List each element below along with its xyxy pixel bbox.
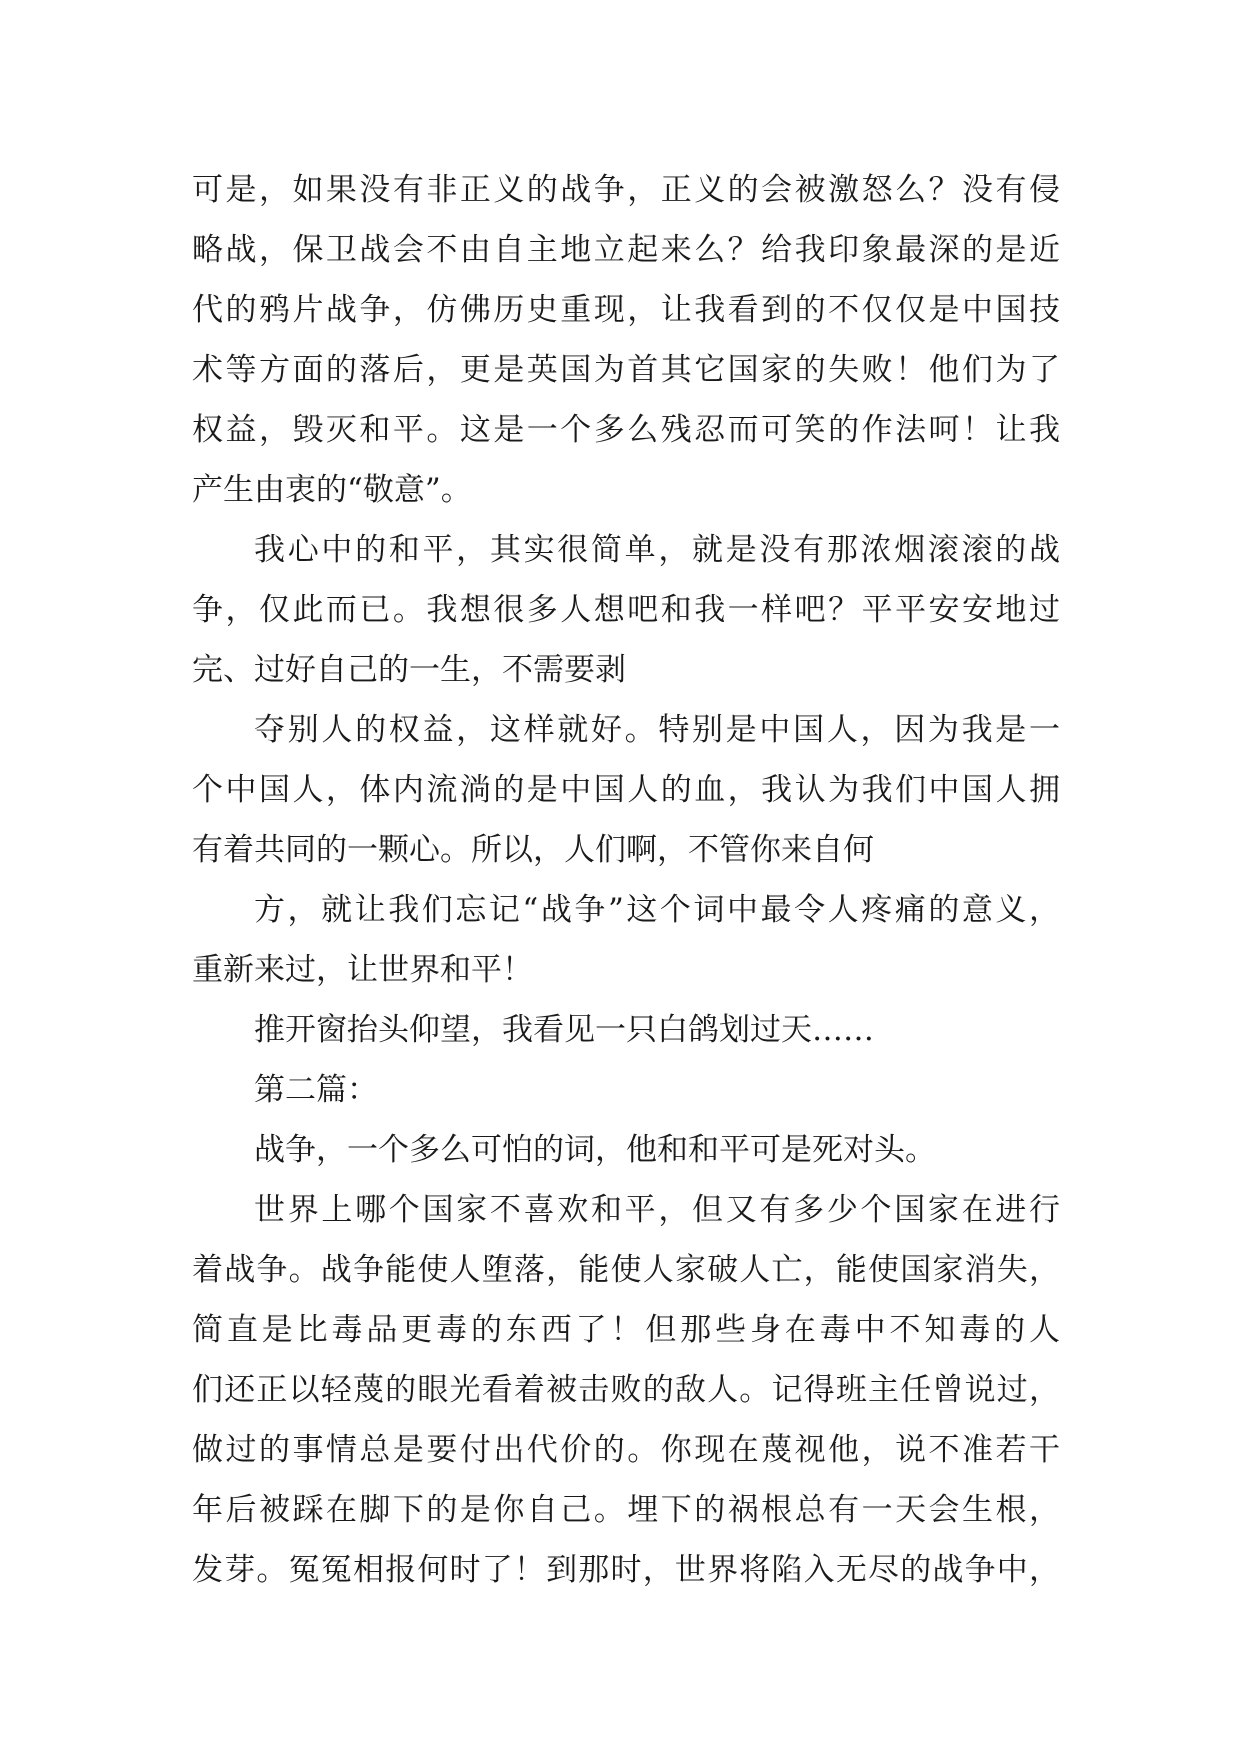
text-line: 们还正以轻蔑的眼光看着被击败的敌人。记得班主任曾说过， — [192, 1372, 1060, 1408]
text-line: 略战，保卫战会不由自主地立起来么？给我印象最深的是近 — [192, 232, 1060, 268]
text-line: 可是，如果没有非正义的战争，正义的会被激怒么？没有侵 — [192, 172, 1060, 208]
text-line: 代的鸦片战争，仿佛历史重现，让我看到的不仅仅是中国技 — [192, 292, 1060, 328]
text-line: 简直是比毒品更毒的东西了！但那些身在毒中不知毒的人 — [192, 1312, 1060, 1348]
text-line: 第二篇： — [254, 1072, 378, 1108]
text-line: 战争，一个多么可怕的词，他和和平可是死对头。 — [254, 1132, 936, 1168]
text-line: 我心中的和平，其实很简单，就是没有那浓烟滚滚的战 — [254, 532, 1060, 568]
text-line: 夺别人的权益，这样就好。特别是中国人，因为我是一 — [254, 712, 1060, 748]
text-line: 个中国人，体内流淌的是中国人的血，我认为我们中国人拥 — [192, 772, 1060, 808]
text-line: 产生由衷的“敬意”。 — [192, 472, 472, 508]
text-line: 重新来过，让世界和平！ — [192, 952, 533, 988]
text-line: 术等方面的落后，更是英国为首其它国家的失败！他们为了 — [192, 352, 1060, 388]
text-line: 方，就让我们忘记“战争”这个词中最令人疼痛的意义， — [254, 892, 1060, 928]
text-line: 完、过好自己的一生，不需要剥 — [192, 652, 626, 688]
text-line: 世界上哪个国家不喜欢和平，但又有多少个国家在进行 — [254, 1192, 1060, 1228]
text-line: 年后被踩在脚下的是你自己。埋下的祸根总有一天会生根， — [192, 1492, 1060, 1528]
text-line: 争，仅此而已。我想很多人想吧和我一样吧？平平安安地过 — [192, 592, 1060, 628]
text-line: 着战争。战争能使人堕落，能使人家破人亡，能使国家消失， — [192, 1252, 1060, 1288]
text-line: 有着共同的一颗心。所以，人们啊，不管你来自何 — [192, 832, 874, 868]
text-line: 做过的事情总是要付出代价的。你现在蔑视他，说不准若干 — [192, 1432, 1060, 1468]
text-line: 权益，毁灭和平。这是一个多么残忍而可笑的作法呵！让我 — [192, 412, 1060, 448]
body-text — [192, 160, 1060, 1600]
text-line: 推开窗抬头仰望，我看见一只白鸽划过天…… — [254, 1012, 874, 1048]
text-line: 发芽。冤冤相报何时了！到那时，世界将陷入无尽的战争中， — [192, 1552, 1060, 1588]
